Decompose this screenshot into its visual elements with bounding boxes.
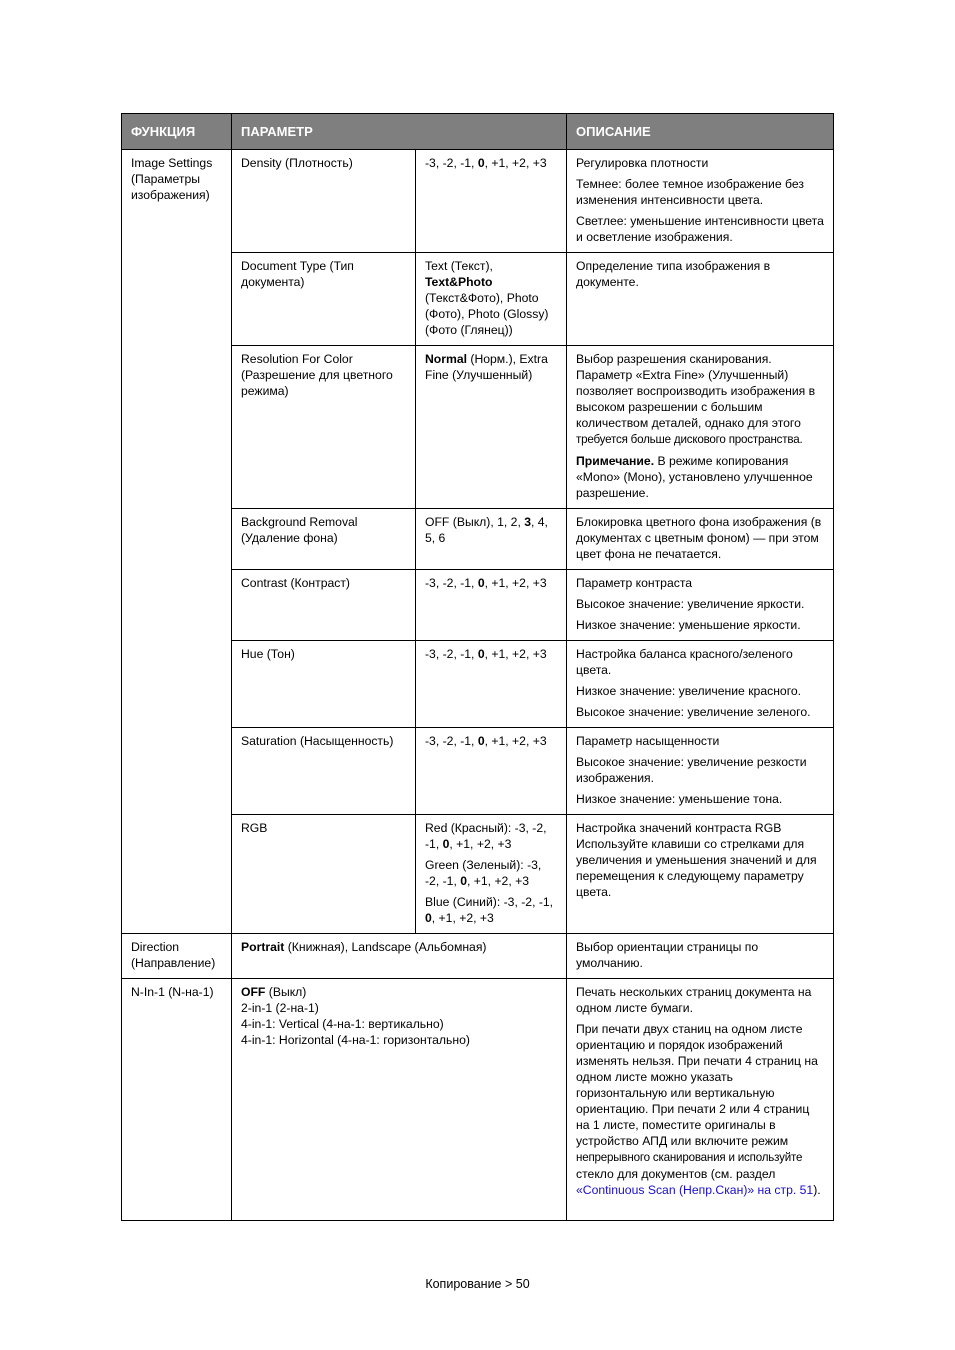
parameter-cell: Background Removal (Удаление фона) <box>232 509 416 570</box>
function-cell-direction: Direction (Направление) <box>122 934 232 979</box>
parameter-cell: Resolution For Color (Разрешение для цветного режима) <box>232 346 416 509</box>
description-cell: Печать нескольких страниц документа на одном листе бумаги. При печати двух станиц на одном листе ориентацию и порядок изображений изменять нельзя. При печати 4 страниц на одном листе можно указать горизонтальную или вертикальную ориентацию. При печати 2 или 4 страниц на 1 листе, поместите оригиналы в устройство АПД или включите режим непрерывного сканирования и используйте стекло для документов (см. раздел «Continuous Scan (Непр.Скан)» на стр. 51). <box>567 979 834 1221</box>
settings-table <box>121 113 834 1221</box>
description-cell: Параметр контраста Высокое значение: увеличение яркости. Низкое значение: уменьшение яркости. <box>567 570 834 641</box>
values-cell: -3, -2, -1, 0, +1, +2, +3 <box>416 641 567 728</box>
values-cell: Red (Красный): -3, -2, -1, 0, +1, +2, +3 Green (Зеленый): -3, -2, -1, 0, +1, +2, +3 Blue (Синий): -3, -2, -1, 0, +1, +2, +3 <box>416 815 567 934</box>
values-cell: OFF (Выкл), 1, 2, 3, 4, 5, 6 <box>416 509 567 570</box>
header-description: ОПИСАНИЕ <box>567 114 834 150</box>
description-cell: Регулировка плотности Темнее: более темное изображение без изменения интенсивности цвета. Светлее: уменьшение интенсивности цвета и осветление изображения. <box>567 150 834 253</box>
description-cell: Определение типа изображения в документе. <box>567 253 834 346</box>
description-cell: Настройка значений контраста RGB Используйте клавиши со стрелками для увеличения и уменьшения значений и для перемещения к следующему параметру цвета. <box>567 815 834 934</box>
parameter-cell: Contrast (Контраст) <box>232 570 416 641</box>
description-cell: Настройка баланса красного/зеленого цвета. Низкое значение: увеличение красного. Высокое значение: увеличение зеленого. <box>567 641 834 728</box>
description-cell: Выбор ориентации страницы по умолчанию. <box>567 934 834 979</box>
table-row <box>122 934 834 979</box>
values-cell: OFF (Выкл) 2-in-1 (2-на-1) 4-in-1: Vertical (4-на-1: вертикально) 4-in-1: Horizontal (4-на-1: горизонтально) <box>232 979 567 1221</box>
header-parameter: ПАРАМЕТР <box>232 114 567 150</box>
values-cell: -3, -2, -1, 0, +1, +2, +3 <box>416 728 567 815</box>
values-cell: -3, -2, -1, 0, +1, +2, +3 <box>416 570 567 641</box>
parameter-cell: Hue (Тон) <box>232 641 416 728</box>
parameter-cell: Saturation (Насыщенность) <box>232 728 416 815</box>
page-footer: Копирование > 50 <box>425 1277 530 1291</box>
parameter-cell: Density (Плотность) <box>232 150 416 253</box>
table-row <box>122 150 834 253</box>
values-cell: Portrait (Книжная), Landscape (Альбомная) <box>232 934 567 979</box>
values-cell: Normal (Норм.), Extra Fine (Улучшенный) <box>416 346 567 509</box>
continuous-scan-link[interactable]: «Continuous Scan (Непр.Скан)» на стр. 51 <box>576 1183 814 1197</box>
parameter-cell: Document Type (Тип документа) <box>232 253 416 346</box>
function-cell-image-settings: Image Settings (Параметры изображения) <box>122 150 232 934</box>
description-cell: Параметр насыщенности Высокое значение: увеличение резкости изображения. Низкое значение: уменьшение тона. <box>567 728 834 815</box>
function-cell-n-in-1: N-In-1 (N-на-1) <box>122 979 232 1221</box>
table-row <box>122 979 834 1221</box>
header-function: ФУНКЦИЯ <box>122 114 232 150</box>
description-cell: Выбор разрешения сканирования. Параметр «Extra Fine» (Улучшенный) позволяет воспроизводить изображения в высоком разрешении с большим количеством деталей, однако для этого требуется больше дискового пространства. Примечание. В режиме копирования «Mono» (Моно), установлено улучшенное разрешение. <box>567 346 834 509</box>
values-cell: Text (Текст), Text&Photo (Текст&Фото), Photo (Фото), Photo (Glossy) (Фото (Глянец)) <box>416 253 567 346</box>
table-header-row <box>122 114 834 150</box>
values-cell: -3, -2, -1, 0, +1, +2, +3 <box>416 150 567 253</box>
description-cell: Блокировка цветного фона изображения (в документах с цветным фоном) — при этом цвет фона не печатается. <box>567 509 834 570</box>
parameter-cell: RGB <box>232 815 416 934</box>
